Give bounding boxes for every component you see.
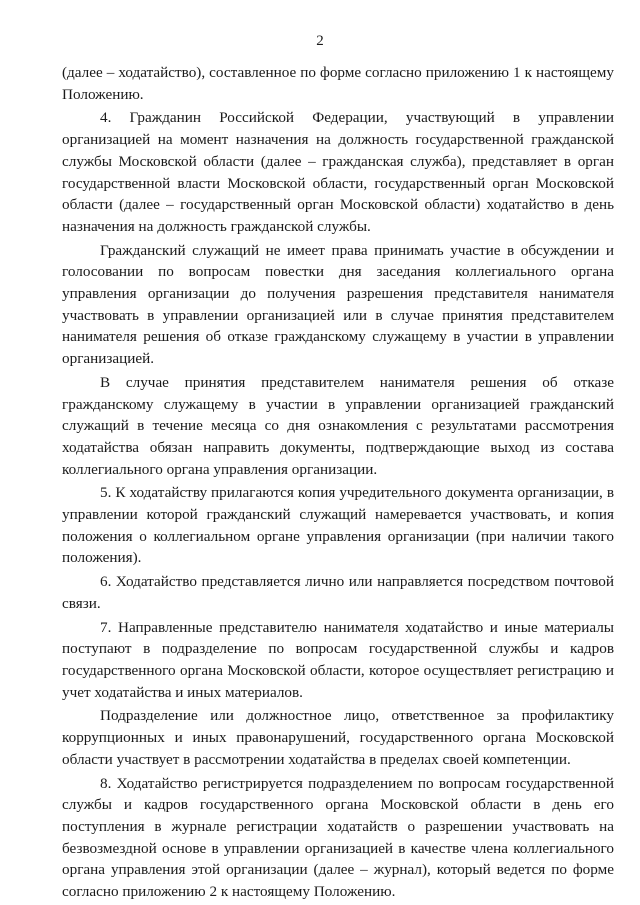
paragraph-item-8: 8. Ходатайство регистрируется подразделением по вопросам государственной службы и кадров государственного органа Московской области в день его поступления в журнале регистрации ходатайств о разрешении участвовать на безвозмездной основе в управлении организацией в качестве члена коллегиального органа управления этой организации (далее – журнал), который ведется по форме согласно приложению 2 к настоящему Положению.	[62, 774, 614, 901]
paragraph-participation-restriction: Гражданский служащий не имеет права принимать участие в обсуждении и голосовании по вопросам повестки дня заседания коллегиального органа управления организации до получения разрешения представителя нанимателя участвовать в управлении организацией или в случае принятия представителем нанимателя решения об отказе гражданскому служащему в участии в управлении организацией.	[62, 241, 614, 368]
page-number: 2	[316, 33, 324, 49]
paragraph-item-5: 5. К ходатайству прилагаются копия учредительного документа организации, в управлении которой гражданский служащий намеревается участвовать, и копия положения о коллегиальном органе управления организации (при наличии такого положения).	[62, 484, 614, 567]
paragraph-continuation: (далее – ходатайство), составленное по форме согласно приложению 1 к настоящему Положению.	[62, 64, 614, 103]
document-body	[62, 62, 614, 903]
paragraph-anticorruption-unit: Подразделение или должностное лицо, ответственное за профилактику коррупционных и иных правонарушений, государственного органа Московской области участвует в рассмотрении ходатайства в пределах своей компетенции.	[62, 707, 614, 768]
paragraph-item-6: 6. Ходатайство представляется лично или направляется посредством почтовой связи.	[62, 573, 614, 612]
paragraph-refusal-case: В случае принятия представителем нанимателя решения об отказе гражданскому служащему в участии в управлении организацией гражданский служащий в течение месяца со дня ознакомления с результатами рассмотрения ходатайства обязан направить документы, подтверждающие выход из состава коллегиального органа управления организации.	[62, 373, 614, 478]
paragraph-item-4: 4. Гражданин Российской Федерации, участвующий в управлении организацией на момент назначения на должность государственной гражданской службы Московской области (далее – гражданская служба), представляет в орган государственной власти Московской области, государственный орган Московской области (далее – государственный орган Московской области) ходатайство в день назначения на должность гражданской службы.	[62, 109, 614, 235]
paragraph-item-7: 7. Направленные представителю нанимателя ходатайство и иные материалы поступают в подразделение по вопросам государственной службы и кадров государственного органа Московской области, которое осуществляет регистрацию и учет ходатайства и иных материалов.	[62, 618, 614, 701]
